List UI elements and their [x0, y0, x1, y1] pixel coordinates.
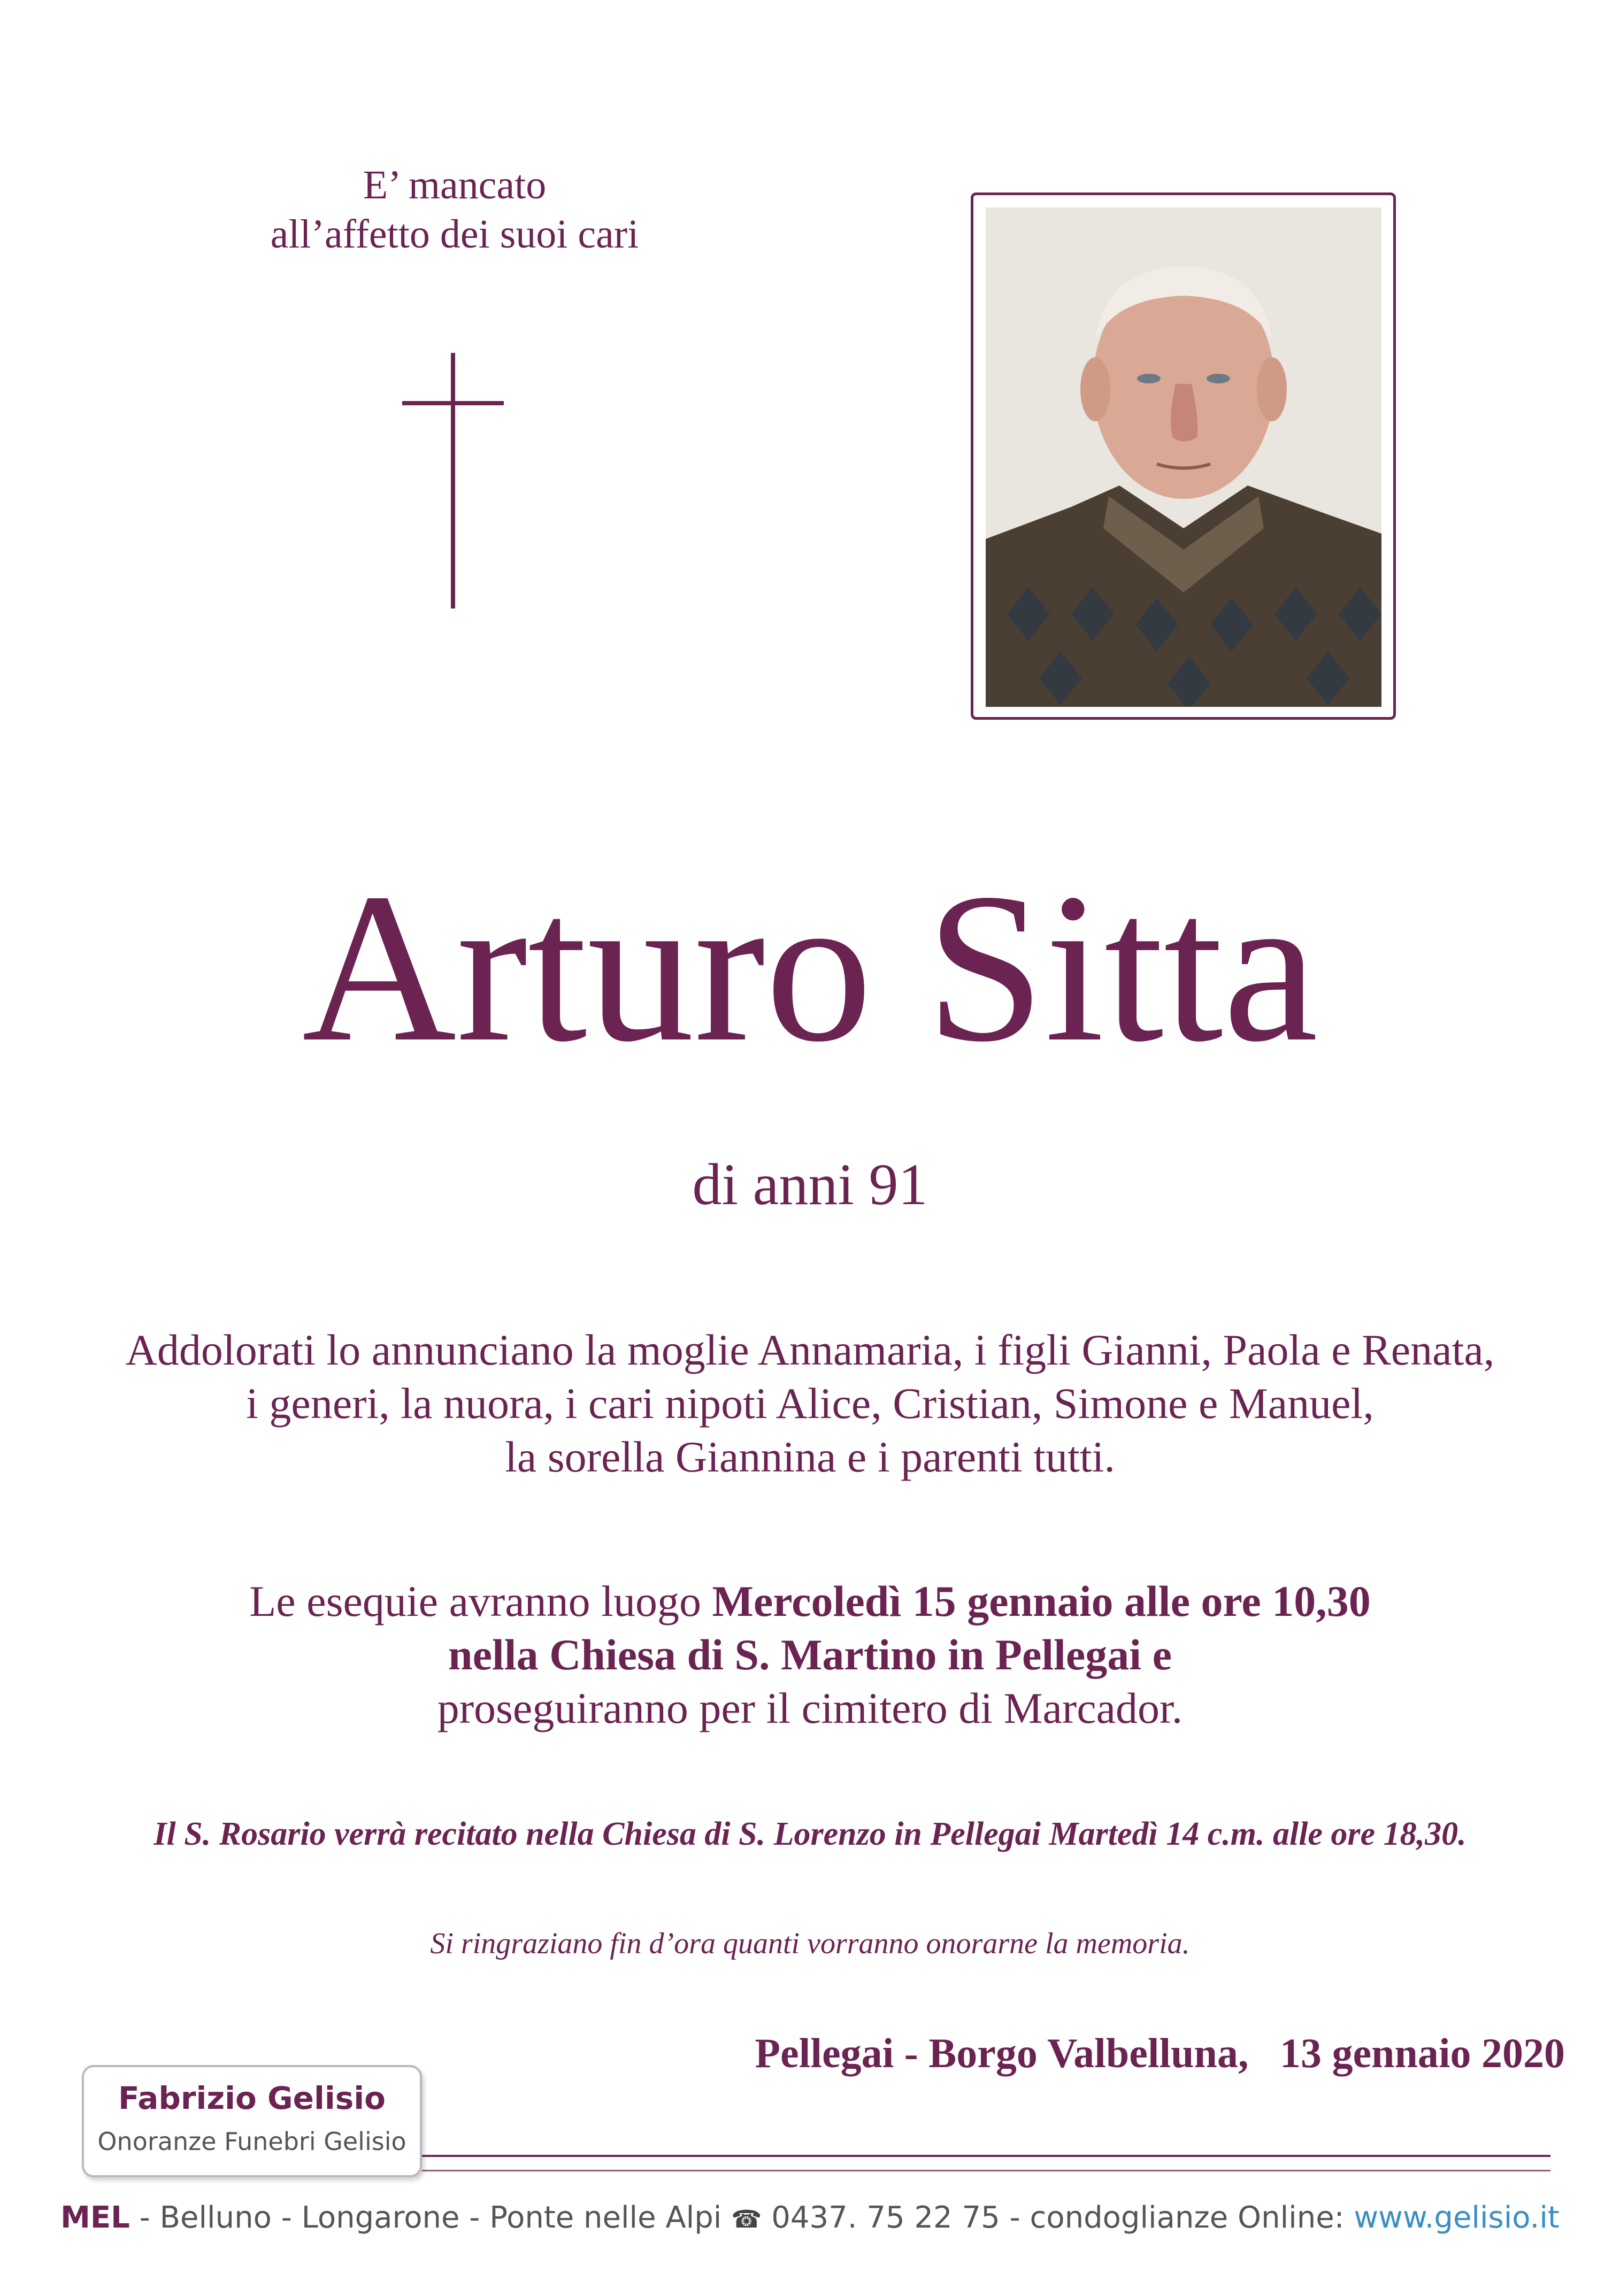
intro-line-2: all’affetto dei suoi cari [270, 212, 639, 257]
portrait-photo [986, 207, 1381, 707]
divider-thin [422, 2170, 1550, 2171]
deceased-name: Arturo Sitta [302, 849, 1318, 1086]
footer-condolences: - condoglianze Online: [1000, 2200, 1354, 2235]
cross-icon-bar [402, 401, 504, 405]
funeral-line-1 [53, 1575, 1567, 1628]
funeral-prefix: Le esequie avranno luogo [249, 1577, 712, 1625]
logo-name: Fabrizio Gelisio [118, 2080, 386, 2116]
divider [422, 2155, 1550, 2157]
deceased-age: di anni 91 [692, 1152, 928, 1217]
phone-icon: ☎ [731, 2205, 762, 2233]
thanks-note: Si ringraziano fin d’ora quanti vorranno onorarne la memoria. [430, 1927, 1190, 1960]
footer-contacts [0, 2197, 1620, 2240]
announcement [53, 1323, 1567, 1484]
place-date: Pellegai - Borgo Valbelluna, 13 gennaio 2020 [755, 2030, 1565, 2076]
intro-text [182, 160, 727, 259]
funeral-when: Mercoledì 15 gennaio alle ore 10,30 [712, 1577, 1371, 1625]
funeral-line-2 [53, 1628, 1567, 1682]
funeral-info [53, 1575, 1567, 1735]
announcement-line-2: i generi, la nuora, i cari nipoti Alice, Cristian, Simone e Manuel, [246, 1379, 1374, 1428]
footer-phone[interactable]: 0437. 75 22 75 [771, 2200, 1000, 2235]
intro-line-1: E’ mancato [363, 163, 547, 207]
website-link[interactable]: www.gelisio.it [1354, 2200, 1560, 2235]
funeral-where: nella Chiesa di S. Martino in Pellegai e [448, 1630, 1172, 1679]
rosary-notice: Il S. Rosario verrà recitato nella Chiesa di S. Lorenzo in Pellegai Martedì 14 c.m. alle ore 18,30. [153, 1816, 1467, 1852]
announcement-line-1: Addolorati lo annunciano la moglie Annamaria, i figli Gianni, Paola e Renata, [125, 1326, 1495, 1374]
announcement-line-3: la sorella Giannina e i parenti tutti. [505, 1432, 1115, 1481]
cross-icon [451, 353, 455, 608]
logo-subtitle: Onoranze Funebri Gelisio [97, 2127, 406, 2156]
footer-locations: - Belluno - Longarone - Ponte nelle Alpi [129, 2200, 732, 2235]
funeral-line-3: proseguiranno per il cimitero di Marcador. [437, 1684, 1183, 1732]
footer-mel: MEL [60, 2200, 130, 2235]
